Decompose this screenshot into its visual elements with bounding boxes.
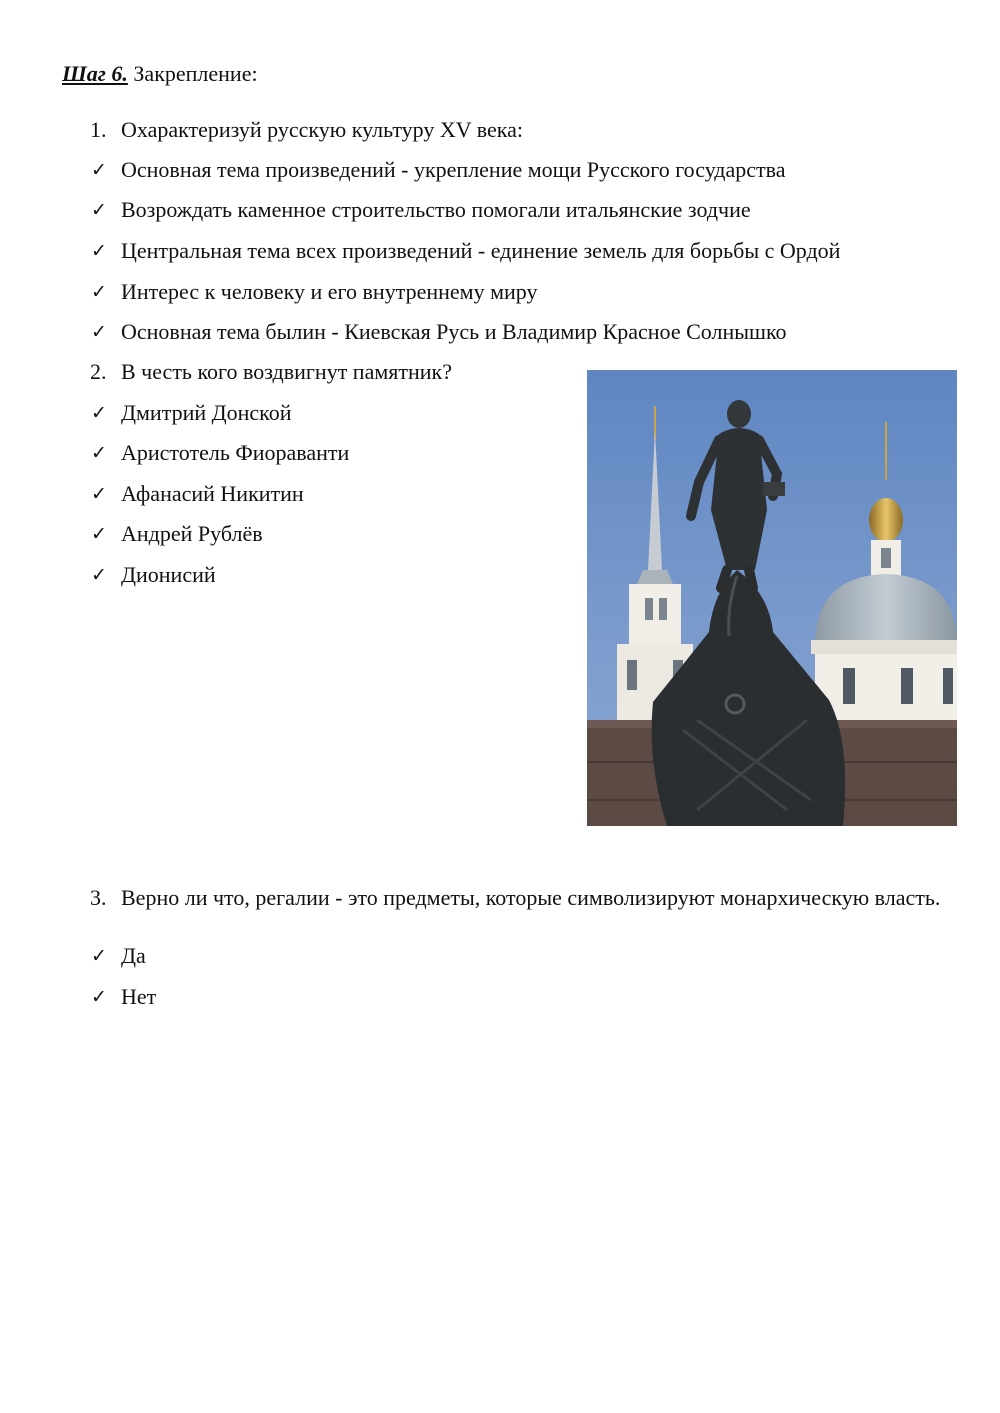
check-mark-icon: ✓ bbox=[91, 564, 107, 586]
option-text: Нет bbox=[121, 984, 157, 1009]
question-number: 3. bbox=[90, 885, 107, 910]
option-text: Дионисий bbox=[121, 562, 216, 587]
option-text: Андрей Рублёв bbox=[121, 521, 263, 546]
step-heading bbox=[62, 60, 258, 88]
option-text: Дмитрий Донской bbox=[121, 400, 292, 425]
check-mark-icon: ✓ bbox=[91, 321, 107, 343]
option-text: Центральная тема всех произведений - единение земель для борьбы с Ордой bbox=[121, 238, 841, 263]
option-text: Основная тема былин - Киевская Русь и Владимир Красное Солнышко bbox=[121, 319, 787, 344]
option-text: Аристотель Фиораванти bbox=[121, 440, 350, 465]
option-text: Основная тема произведений - укрепление мощи Русского государства bbox=[121, 157, 786, 182]
check-mark-icon: ✓ bbox=[91, 159, 107, 181]
question-number: 2. bbox=[90, 359, 107, 384]
check-mark-icon: ✓ bbox=[91, 281, 107, 303]
check-mark-icon: ✓ bbox=[91, 483, 107, 505]
check-mark-icon: ✓ bbox=[91, 240, 107, 262]
check-mark-icon: ✓ bbox=[91, 523, 107, 545]
check-mark-icon: ✓ bbox=[91, 199, 107, 221]
monument-photo bbox=[587, 370, 957, 826]
question-text: В честь кого воздвигнут памятник? bbox=[121, 359, 452, 384]
check-mark-icon: ✓ bbox=[91, 986, 107, 1008]
step-label: Шаг 6. bbox=[62, 61, 128, 86]
question-3-text: Верно ли что, регалии - это предметы, которые символизируют монархическую власть. bbox=[121, 885, 941, 910]
question-text: Охарактеризуй русскую культуру XV века: bbox=[121, 117, 523, 142]
check-mark-icon: ✓ bbox=[91, 402, 107, 424]
option-text: Интерес к человеку и его внутреннему миру bbox=[121, 279, 538, 304]
option-text: Возрождать каменное строительство помогали итальянские зодчие bbox=[121, 197, 751, 222]
check-mark-icon: ✓ bbox=[91, 442, 107, 464]
option-text: Да bbox=[121, 943, 146, 968]
option-text: Афанасий Никитин bbox=[121, 481, 304, 506]
step-title: Закрепление: bbox=[133, 61, 258, 86]
question-number: 1. bbox=[90, 117, 107, 142]
check-mark-icon: ✓ bbox=[91, 945, 107, 967]
